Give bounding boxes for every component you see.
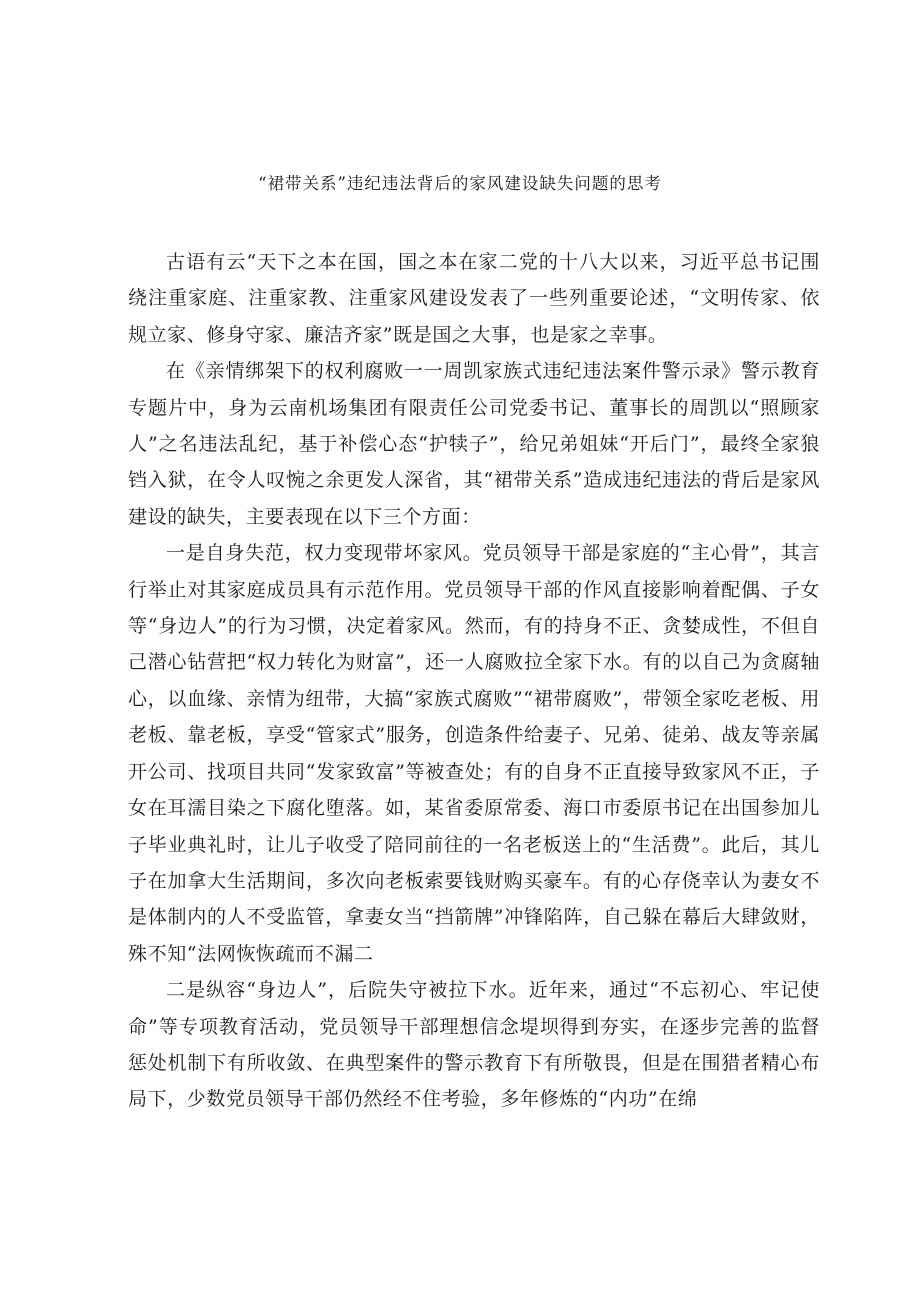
document-title: “裙带关系”违纪违法背后的家风建设缺失问题的思考	[258, 174, 662, 193]
document-body	[128, 244, 820, 1118]
paragraph-case-background: 在《亲情绑架下的权利腐败一一周凯家族式违纪违法案件警示录》警示教育专题片中，身为云南机场集团有限责任公司党委书记、董事长的周凯以“照顾家人”之名违法乱纪，基于补偿心态“护犊子”，给兄弟姐妹“开后门”，最终全家狼铛入狱，在令人叹惋之余更发人深省，其“裙带关系”造成违纪违法的背后是家风建设的缺失，主要表现在以下三个方面：	[128, 360, 820, 528]
paragraph-point-two: 二是纵容“身边人”，后院失守被拉下水。近年来，通过“不忘初心、牢记使命”等专项教育活动，党员领导干部理想信念堤坝得到夯实，在逐步完善的监督惩处机制下有所收敛、在典型案件的警示教育下有所敬畏，但是在围猎者精心布局下，少数党员领导干部仍然经不住考验，多年修炼的“内功”在绵	[128, 979, 820, 1111]
paragraph-point-one: 一是自身失范，权力变现带坏家风。党员领导干部是家庭的“主心骨”，其言行举止对其家庭成员具有示范作用。党员领导干部的作风直接影响着配偶、子女等“身边人”的行为习惯，决定着家风。然而，有的持身不正、贪婪成性，不但自己潜心钻营把“权力转化为财富”，还一人腐败拉全家下水。有的以自己为贪腐轴心，以血缘、亲情为纽带，大搞“家族式腐败”“裙带腐败”，带领全家吃老板、用老板、靠老板，享受“管家式”服务，创造条件给妻子、兄弟、徒弟、战友等亲属开公司、找项目共同“发家致富”等被查处；有的自身不正直接导致家风不正，子女在耳濡目染之下腐化堕落。如，某省委原常委、海口市委原书记在出国参加儿子毕业典礼时，让儿子收受了陪同前往的一名老板送上的“生活费”。此后，其儿子在加拿大生活期间，多次向老板索要钱财购买豪车。有的心存侥幸认为妻女不是体制内的人不受监管，拿妻女当“挡箭牌”冲锋陷阵，自己躲在幕后大肆敛财，殊不知“法网恢恢疏而不漏二	[128, 542, 820, 965]
paragraph-intro: 古语有云“天下之本在国，国之本在家二党的十八大以来，习近平总书记围绕注重家庭、注重家教、注重家风建设发表了一些列重要论述，“文明传家、依规立家、修身守家、廉洁齐家”既是国之大事，也是家之幸事。	[128, 251, 820, 346]
